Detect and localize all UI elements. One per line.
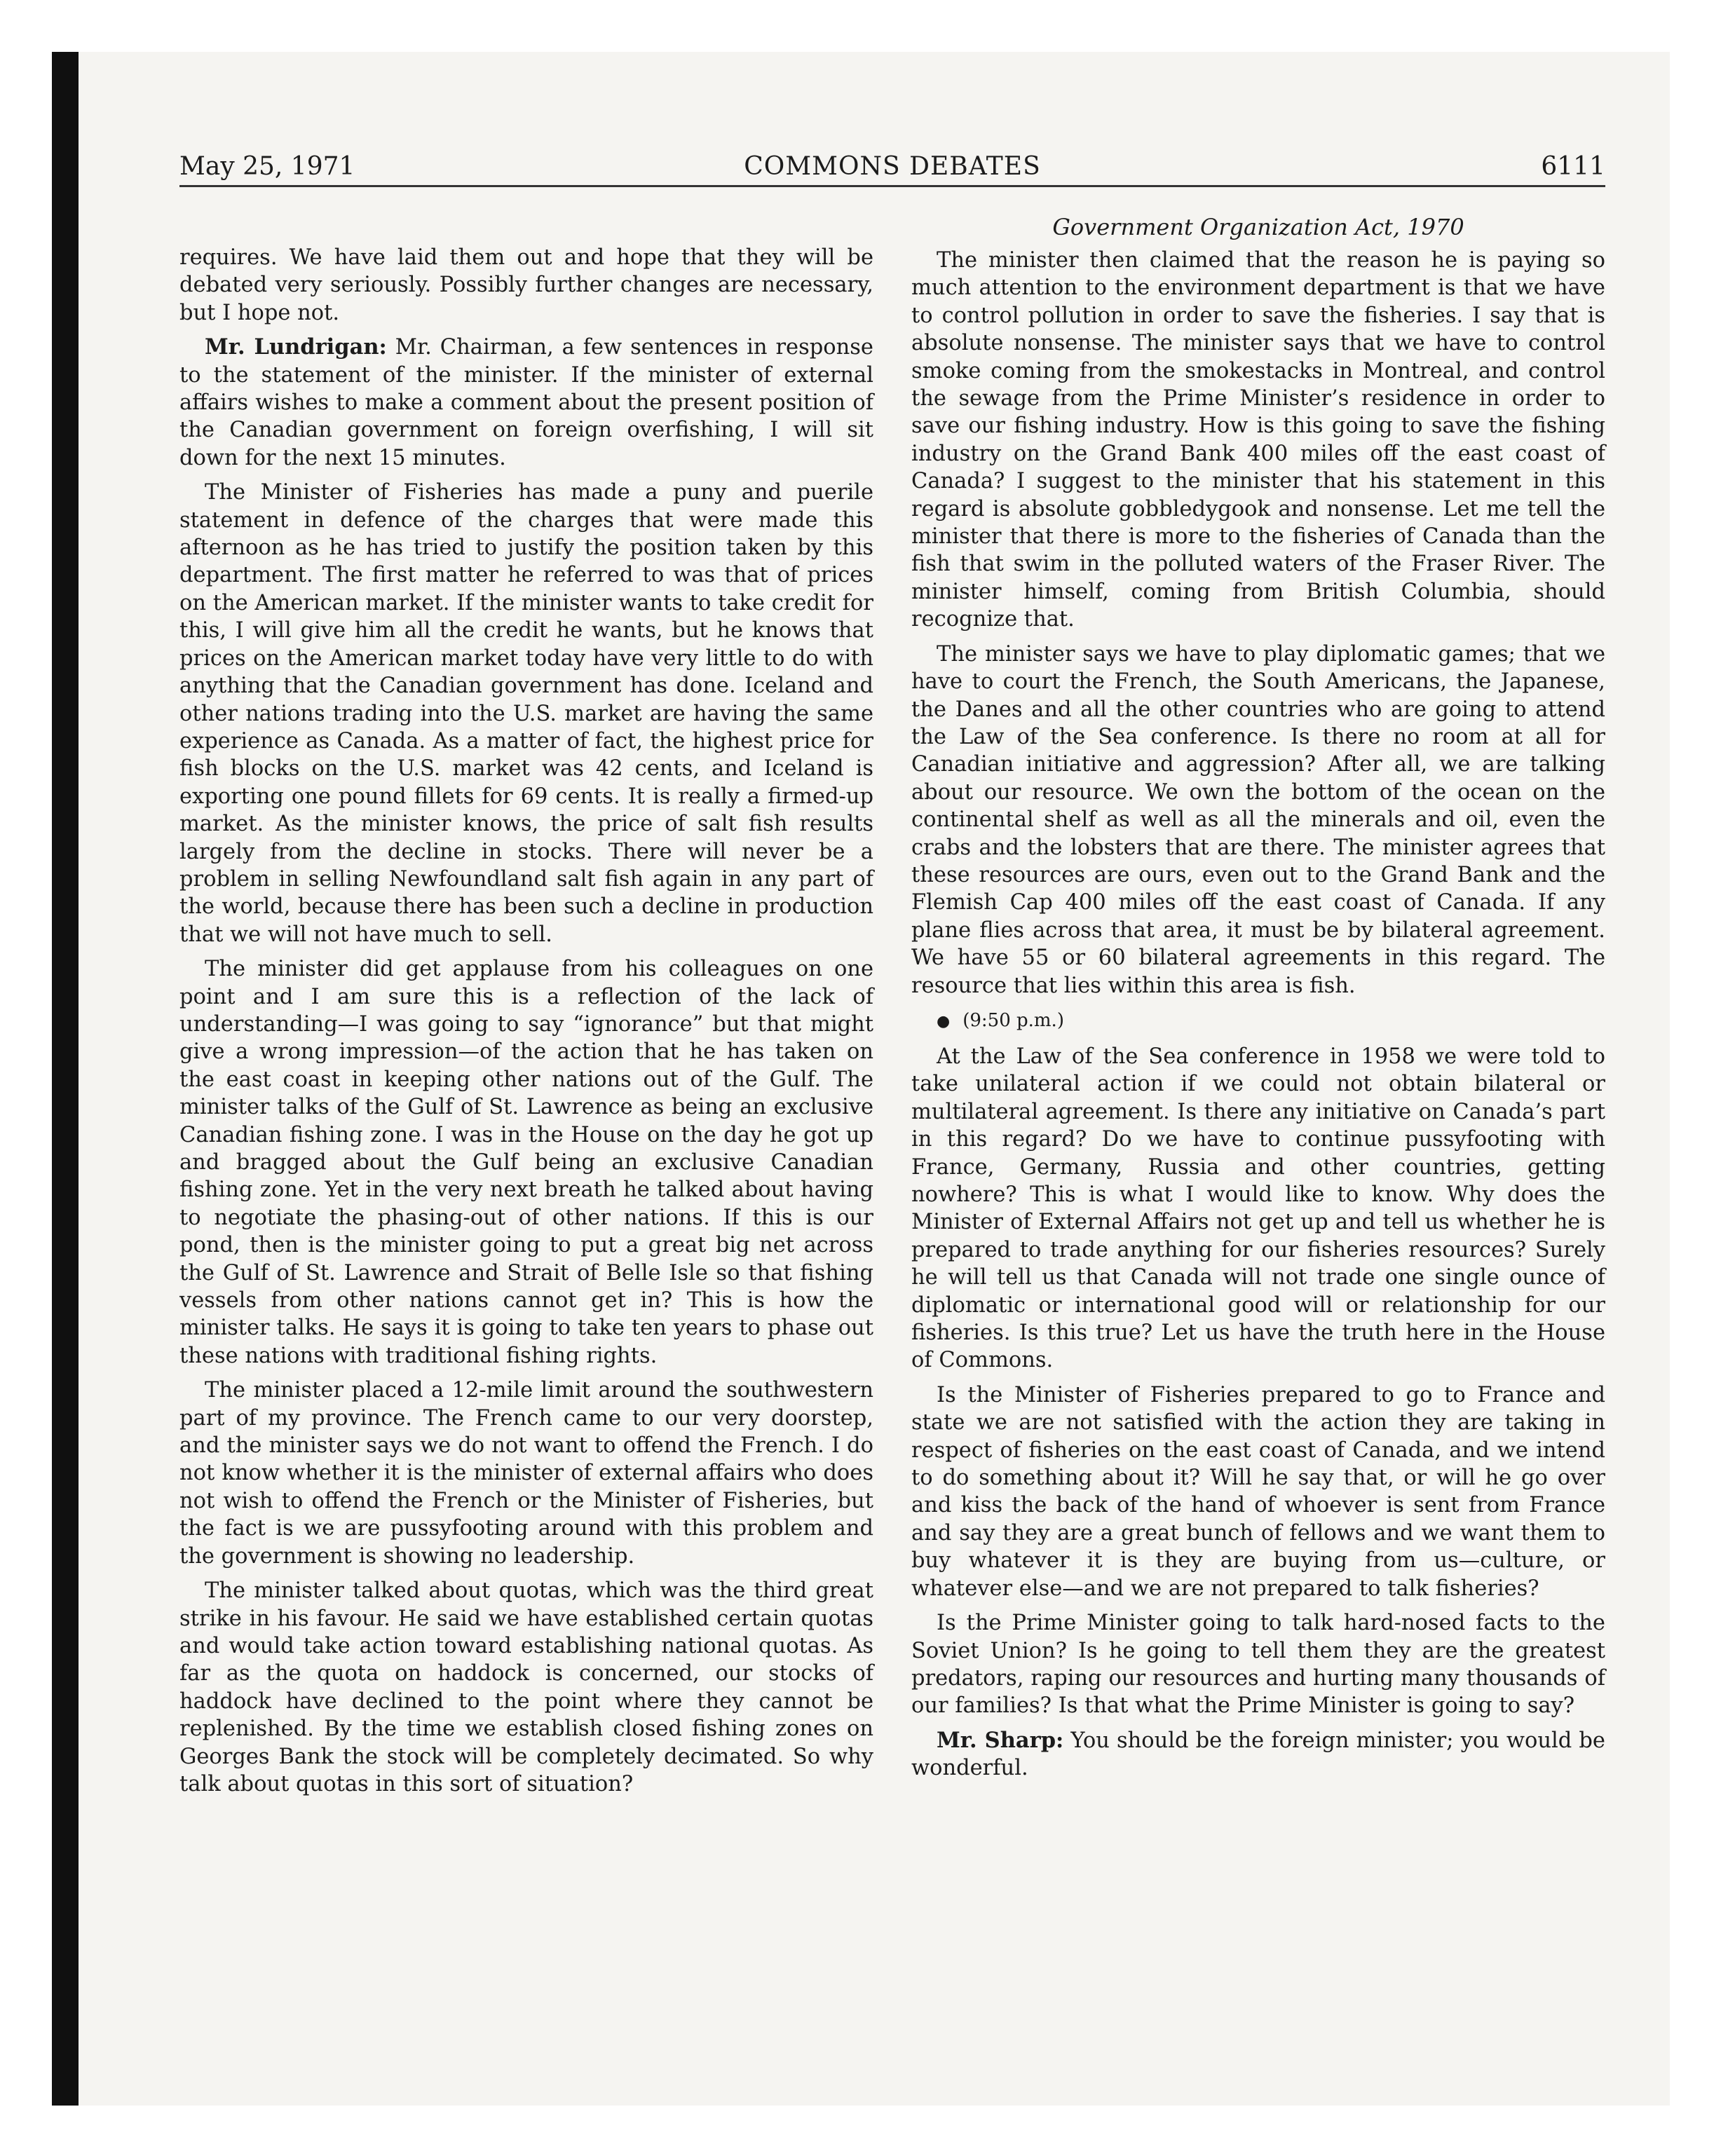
paragraph: The minister placed a 12-mile limit around the southwestern part of my province. The French came to our very doorstep, and the minister says we do not want to offend the French. I do not know whether it is the minister of external affairs who does not wish to offend the French or the Minister of Fisheries, but the fact is we are pussyfooting around with this problem and the government is showing no leadership. (179, 1378, 873, 1569)
speaker-name: Mr. Lundrigan: (205, 334, 387, 360)
paragraph: The minister did get applause from his colleagues on one point and I am sure this is a reflection of the lack of understanding—I was going to say “ignorance” but that might give a wrong impression—of the action that he has taken on the east coast in keeping other nations out of the Gulf. The minister talks of the Gulf of St. Lawrence as being an exclusive Canadian fishing zone. I was in the House on the day he got up and bragged about the Gulf being an exclusive Canadian fishing zone. Yet in the very next breath he talked about having to negotiate the phasing-out of other nations. If this is our pond, then is the minister going to put a great big net across the Gulf of St. Lawrence and Strait of Belle Isle so that fishing vessels from other nations cannot get in? This is how the minister talks. He says it is going to take ten years to phase out these nations with traditional fishing rights. (179, 957, 873, 1368)
left-column (179, 244, 873, 1805)
paragraph: The minister then claimed that the reason he is paying so much attention to the environment department is that we have to control pollution in order to save the fisheries. I say that is absolute nonsense. The minister says that we have to control smoke coming from the smokestacks in Montreal, and control the sewage from the Prime Minister’s residence in order to save our fishing industry. How is this going to save the fishing industry on the Grand Bank 400 miles off the east coast of Canada? I suggest to the minister that his statement in this regard is absolute gobbledygook and nonsense. Let me tell the minister that there is more to the fisheries of Canada than the fish that swim in the polluted waters of the Fraser River. The minister himself, coming from British Columbia, should recognize that. (911, 248, 1605, 632)
speaker-name: Mr. Sharp: (937, 1727, 1064, 1753)
paragraph: The minister says we have to play diplomatic games; that we have to court the French, the South Americans, the Japanese, the Danes and all the other countries who are going to attend the Law of the Sea conference. Is there no room at all for Canadian initiative and aggression? After all, we are talking about our resource. We own the bottom of the ocean on the continental shelf as well as all the minerals and oil, even the crabs and the lobsters that are there. The minister agrees that these resources are ours, even out to the Grand Bank and the Flemish Cap 400 miles off the east coast of Canada. If any plane flies across that area, it must be by bilateral agreement. We have 55 or 60 bilateral agreements in this regard. The resource that lies within this area is fish. (911, 641, 1605, 998)
paragraph: The Minister of Fisheries has made a puny and puerile statement in defence of the charges that were made this afternoon as he has tried to justify the position taken by this department. The first matter he referred to was that of prices on the American market. If the minister wants to take credit for this, I will give him all the credit he wants, but he knows that prices on the American market today have very little to do with anything that the Canadian government has done. Iceland and other nations trading into the U.S. market are having the same experience as Canada. As a matter of fact, the highest price for fish blocks on the U.S. market was 42 cents, and Iceland is exporting one pound fillets for 69 cents. It is really a firmed-up market. As the minister knows, the price of salt fish results largely from the decline in stocks. There will never be a problem in selling Newfoundland salt fish again in any part of the world, because there has been such a decline in production that we will not have much to sell. (179, 480, 873, 947)
paragraph (911, 1727, 1605, 1782)
page-number: 6111 (1541, 152, 1605, 181)
header-date: May 25, 1971 (179, 152, 355, 181)
bullet-icon: ● (937, 1012, 951, 1030)
page-header (179, 149, 1605, 187)
paragraph: At the Law of the Sea conference in 1958 we were told to take unilateral action if we could not obtain bilateral or multilateral agreement. Is there any initiative on Canada’s part in this regard? Do we have to continue pussyfooting with France, Germany, Russia and other countries, getting nowhere? This is what I would like to know. Why does the Minister of External Affairs not get up and tell us whether he is prepared to trade anything for our fisheries resources? Surely he will tell us that Canada will not trade one single ounce of diplomatic or international good will or relationship for our fisheries. Is this true? Let us have the truth here in the House of Commons. (911, 1044, 1605, 1373)
speech-text: You should be the foreign minister; you would be wonderful. (911, 1728, 1605, 1781)
timestamp (911, 1007, 1605, 1036)
speech-text: Mr. Chairman, a few sentences in response to the statement of the minister. If the minister of external affairs wishes to make a comment about the present position of the Canadian government on foreign overfishing, I will sit down for the next 15 minutes. (179, 335, 873, 470)
running-title: Government Organization Act, 1970 (1052, 214, 1464, 240)
timestamp-text: (9:50 p.m.) (962, 1009, 1064, 1031)
paragraph: Is the Minister of Fisheries prepared to go to France and state we are not satisfied with the action they are taking in respect of fisheries on the east coast of Canada, and we intend to do something about it? Will he say that, or will he go over and kiss the back of the hand of whoever is sent from France and say they are a great bunch of fellows and we want them to buy whatever it is they are buying from us—culture, or whatever else—and we are not prepared to talk fisheries? (911, 1382, 1605, 1601)
paragraph: The minister talked about quotas, which was the third great strike in his favour. He said we have established certain quotas and would take action toward establishing national quotas. As far as the quota on haddock is concerned, our stocks of haddock have declined to the point where they cannot be replenished. By the time we establish closed fishing zones on Georges Bank the stock will be completely decimated. So why talk about quotas in this sort of situation? (179, 1578, 873, 1796)
paragraph: Is the Prime Minister going to talk hard-nosed facts to the Soviet Union? Is he going to tell them they are the greatest predators, raping our resources and hurting many thousands of our families? Is that what the Prime Minister is going to say? (911, 1611, 1605, 1719)
header-title: COMMONS DEBATES (744, 152, 1041, 181)
paragraph (179, 334, 873, 472)
scan-border (52, 52, 79, 2106)
right-column (911, 212, 1605, 1789)
paragraph: requires. We have laid them out and hope that they will be debated very seriously. Possibly further changes are necessary, but I hope not. (179, 245, 873, 325)
